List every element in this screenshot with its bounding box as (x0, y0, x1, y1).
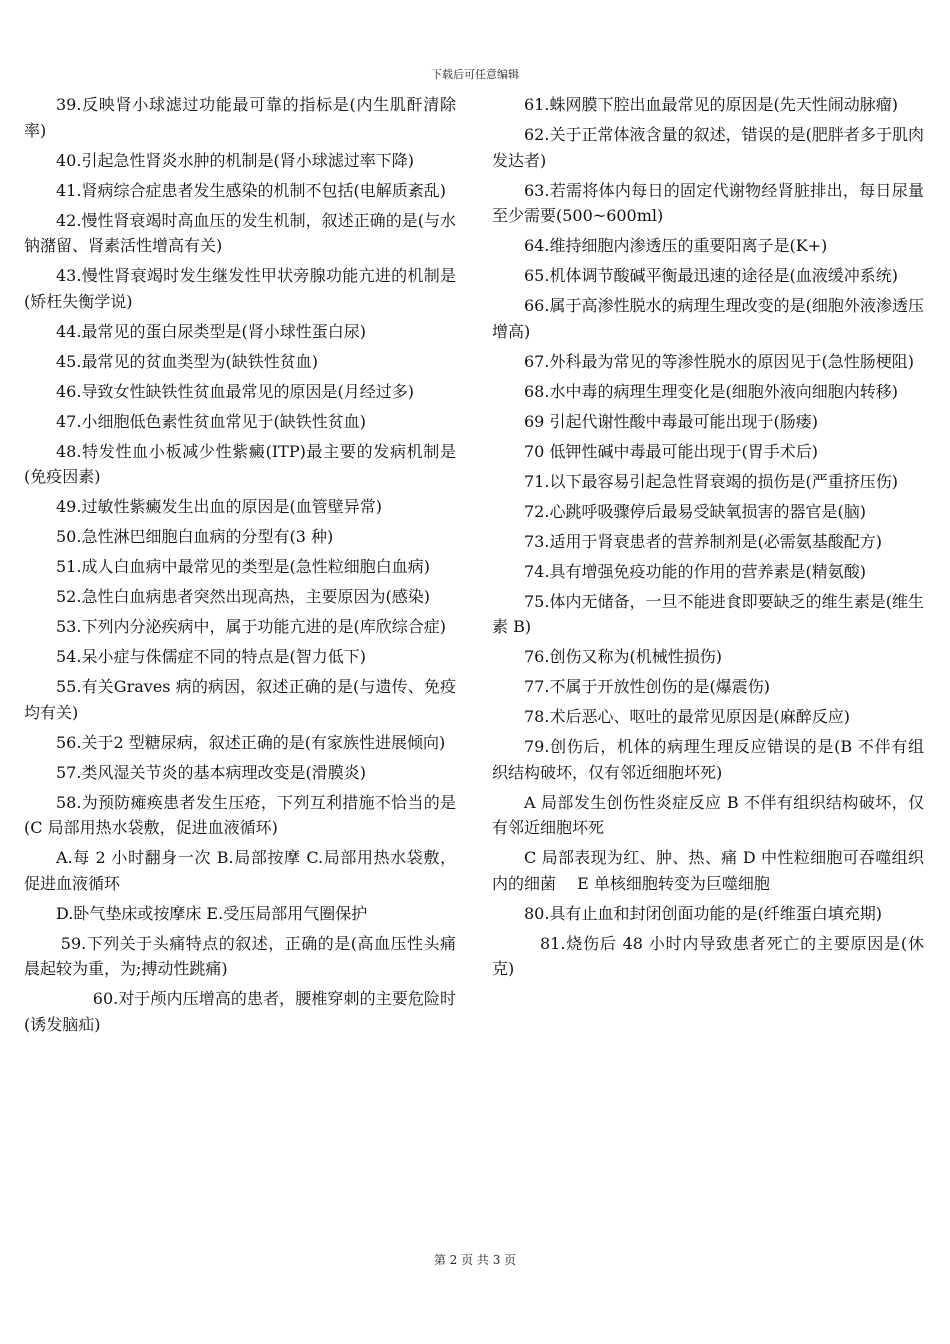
question-item: 66.属于高渗性脱水的病理生理改变的是(细胞外液渗透压增高) (492, 296, 924, 341)
question-item: 47.小细胞低色素性贫血常见于(缺铁性贫血) (56, 411, 366, 431)
question-item: 64.维持细胞内渗透压的重要阳离子是(K+) (524, 236, 828, 255)
question-item: 77.不属于开放性创伤的是(爆震伤) (524, 677, 770, 696)
question-item: 49.过敏性紫癜发生出血的原因是(血管壁异常) (56, 497, 382, 516)
question-item: 61.蛛网膜下腔出血最常见的原因是(先天性闹动脉瘤) (524, 95, 898, 114)
right-column (492, 92, 924, 986)
question-item: 68.水中毒的病理生理变化是(细胞外液向细胞内转移) (524, 381, 898, 401)
question-item: 44.最常见的蛋白尿类型是(肾小球性蛋白尿) (56, 321, 366, 341)
question-item: 70 低钾性碱中毒最可能出现于(胃手术后) (524, 441, 818, 461)
question-item: 54.呆小症与侏儒症不同的特点是(智力低下) (56, 647, 366, 666)
question-item: 59.下列关于头痛特点的叙述，正确的是(高血压性头痛晨起较为重，为;搏动性跳痛) (24, 933, 456, 978)
question-item: 39.反映肾小球滤过功能最可靠的指标是(内生肌酐清除率) (24, 95, 456, 140)
question-item: 52.急性白血病患者突然出现高热，主要原因为(感染) (56, 587, 430, 606)
question-item: 72.心跳呼吸骤停后最易受缺氧损害的器官是(脑) (524, 501, 866, 521)
left-column (24, 92, 456, 1042)
question-item: 65.机体调节酸碱平衡最迅速的途径是(血液缓冲系统) (524, 266, 898, 285)
question-item: 57.类风湿关节炎的基本病理改变是(滑膜炎) (56, 762, 366, 782)
question-item: 60.对于颅内压增高的患者，腰椎穿刺的主要危险时(诱发脑疝) (24, 989, 456, 1034)
question-item: 79.创伤后，机体的病理生理反应错误的是(B 不伴有组织结构破坏，仅有邻近细胞坏死) (492, 737, 924, 782)
question-item: 75.体内无储备，一旦不能进食即要缺乏的维生素是(维生素 B) (492, 591, 924, 636)
question-item: 73.适用于肾衰患者的营养制剂是(必需氨基酸配方) (524, 531, 882, 551)
question-item: 45.最常见的贫血类型为(缺铁性贫血) (56, 351, 318, 371)
question-item: 67.外科最为常见的等渗性脱水的原因见于(急性肠梗阻) (524, 351, 914, 371)
question-item: 48.特发性血小板减少性紫癜(ITP)最主要的发病机制是(免疫因素) (24, 441, 456, 486)
page-footer: 第 2 页 共 3 页 (433, 1253, 517, 1267)
question-item: 50.急性淋巴细胞白血病的分型有(3 种) (56, 527, 334, 546)
question-item: 51.成人白血病中最常见的类型是(急性粒细胞白血病) (56, 557, 430, 576)
question-item: 78.术后恶心、呕吐的最常见原因是(麻醉反应) (524, 707, 850, 726)
question-item: 71.以下最容易引起急性肾衰竭的损伤是(严重挤压伤) (524, 471, 898, 491)
question-item: 55.有关Graves 病的病因，叙述正确的是(与遗传、免疫均有关) (24, 677, 456, 722)
answer-options: D.卧气垫床或按摩床 E.受压局部用气圈保护 (56, 903, 368, 923)
question-item: 63.若需将体内每日的固定代谢物经肾脏排出，每日尿量至少需要(500~600ml) (492, 180, 924, 225)
page-header: 下载后可任意编辑 (431, 68, 519, 81)
question-item: 40.引起急性肾炎水肿的机制是(肾小球滤过率下降) (56, 150, 414, 170)
question-item: 81.烧伤后 48 小时内导致患者死亡的主要原因是(休克) (492, 933, 924, 978)
question-item: 76.创伤又称为(机械性损伤) (524, 647, 722, 666)
question-item: 56.关于2 型糖尿病，叙述正确的是(有家族性进展倾向) (56, 732, 446, 752)
answer-options: A 局部发生创伤性炎症反应 B 不伴有组织结构破坏，仅有邻近细胞坏死 (492, 792, 924, 837)
question-item: 41.肾病综合症患者发生感染的机制不包括(电解质紊乱) (56, 180, 446, 200)
question-item: 43.慢性肾衰竭时发生继发性甲状旁腺功能亢进的机制是(矫枉失衡学说) (24, 266, 456, 311)
question-item: 42.慢性肾衰竭时高血压的发生机制，叙述正确的是(与水钠潴留、肾素活性增高有关) (24, 210, 456, 255)
question-item: 69 引起代谢性酸中毒最可能出现于(肠瘘) (524, 411, 818, 431)
question-item: 53.下列内分泌疾病中，属于功能亢进的是(库欣综合症) (56, 617, 446, 636)
question-item: 62.关于正常体液含量的叙述，错误的是(肥胖者多于肌肉发达者) (492, 125, 924, 170)
question-item: 58.为预防瘫痪患者发生压疮，下列互利措施不恰当的是(C 局部用热水袋敷，促进血液循环) (24, 792, 456, 837)
question-item: 46.导致女性缺铁性贫血最常见的原因是(月经过多) (56, 381, 414, 401)
answer-options: C 局部表现为红、肿、热、痛 D 中性粒细胞可吞噬组织内的细菌 E 单核细胞转变为巨噬细胞 (492, 848, 924, 893)
answer-options: A.每 2 小时翻身一次 B.局部按摩 C.局部用热水袋敷，促进血液循环 (24, 848, 456, 893)
question-item: 80.具有止血和封闭创面功能的是(纤维蛋白填充期) (524, 903, 882, 923)
question-item: 74.具有增强免疫功能的作用的营养素是(精氨酸) (524, 561, 866, 581)
